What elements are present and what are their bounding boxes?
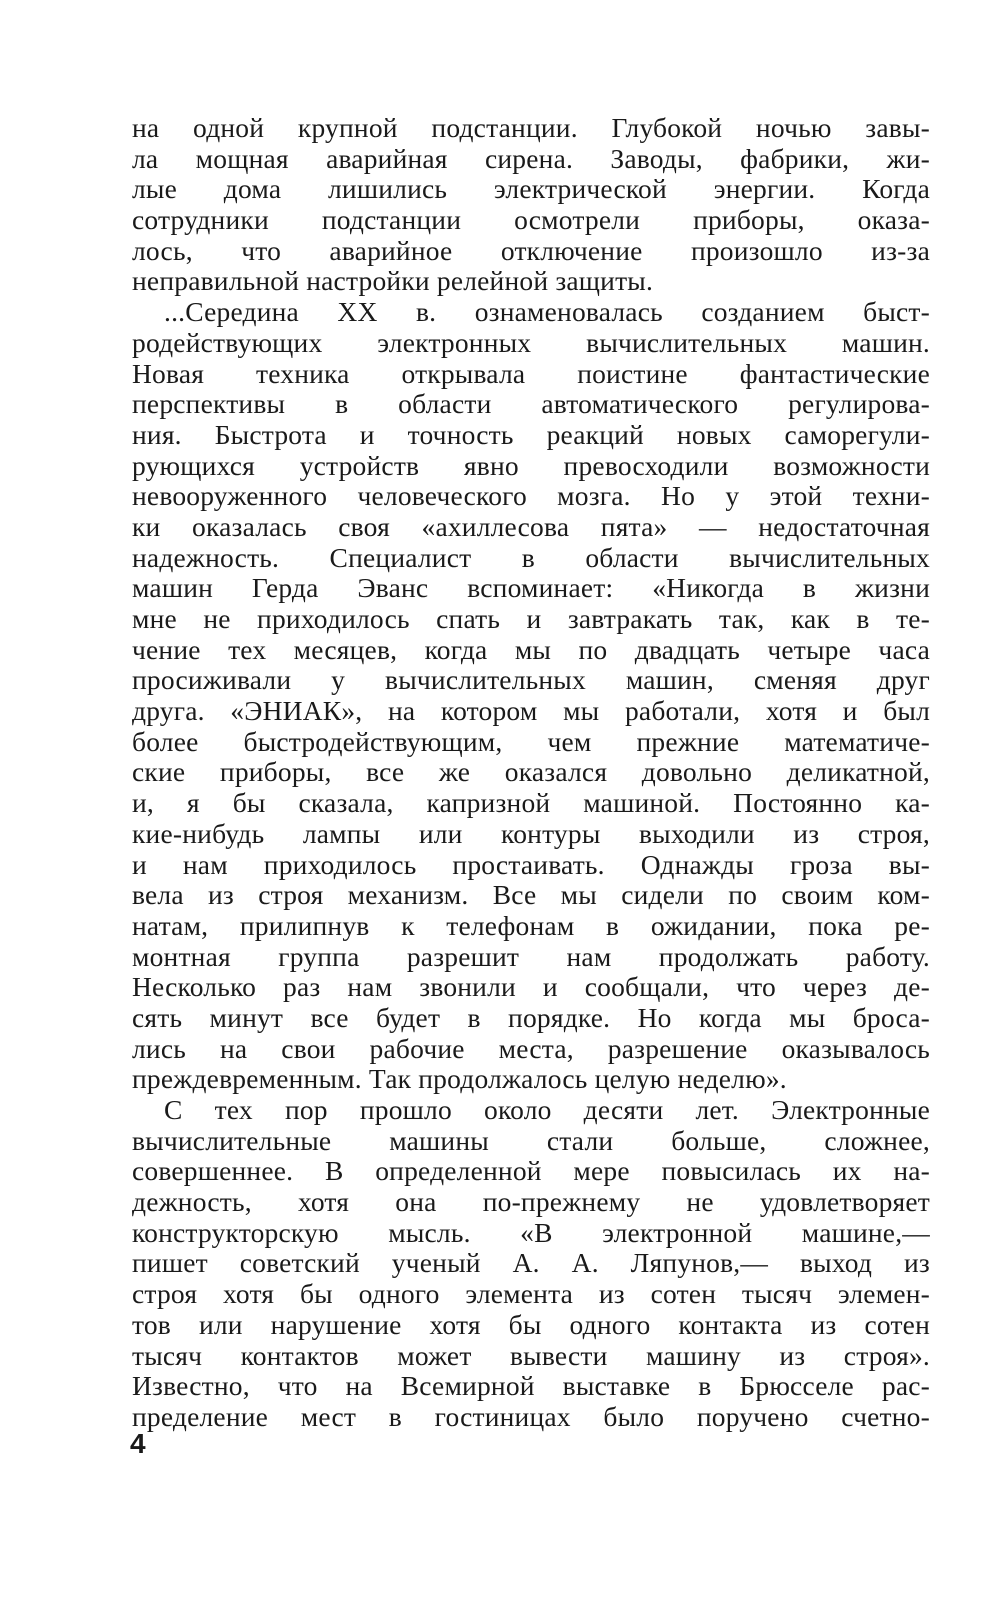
text-line: вела из строя механизм. Все мы сидели по своим ком-: [132, 879, 930, 911]
text-line: совершеннее. В определенной мере повысилась их на-: [132, 1155, 930, 1187]
text-line: сотрудники подстанции осмотрели приборы, оказа-: [132, 204, 930, 236]
text-line: преждевременным. Так продолжалось целую неделю».: [132, 1063, 787, 1095]
text-line: Несколько раз нам звонили и сообщали, что через де-: [132, 971, 930, 1003]
text-line: вычислительные машины стали больше, сложнее,: [132, 1124, 930, 1156]
text-line: рующихся устройств явно превосходили возможности: [132, 449, 930, 481]
text-line: Известно, что на Всемирной выставке в Брюсселе рас-: [132, 1370, 930, 1402]
text-line: пределение мест в гостиницах было поручено счетно-: [132, 1400, 930, 1432]
text-line: и, я бы сказала, капризной машиной. Постоянно ка-: [132, 787, 930, 819]
text-line: машин Герда Эванс вспоминает: «Никогда в жизни: [132, 572, 930, 604]
text-line: чение тех месяцев, когда мы по двадцать четыре часа: [132, 633, 930, 665]
text-line: натам, прилипнув к телефонам в ожидании, пока ре-: [132, 909, 930, 941]
text-line: надежность. Специалист в области вычислительных: [132, 541, 930, 573]
text-line: ки оказалась своя «ахиллесова пята» — недостаточная: [132, 510, 930, 542]
text-line: ские приборы, все же оказался довольно деликатной,: [132, 756, 930, 788]
text-line: и нам приходилось простаивать. Однажды гроза вы-: [132, 848, 930, 880]
text-line: мне не приходилось спать и завтракать так, как в те-: [132, 603, 930, 634]
text-line: лые дома лишились электрической энергии. Когда: [132, 173, 930, 205]
text-line: лись на свои рабочие места, разрешение оказывалось: [132, 1032, 930, 1064]
text-line: ла мощная аварийная сирена. Заводы, фабрики, жи-: [132, 142, 930, 174]
text-line: просиживали у вычислительных машин, сменяя друг: [132, 664, 930, 696]
text-line: ния. Быстрота и точность реакций новых саморегули-: [132, 418, 930, 450]
text-line: невооруженного человеческого мозга. Но у этой техни-: [132, 480, 930, 512]
text-line: сять минут все будет в порядке. Но когда мы броса-: [132, 1001, 930, 1033]
text-line: друга. «ЭНИАК», на котором мы работали, хотя и был: [132, 695, 930, 727]
text-line: перспективы в области автоматического регулирова-: [132, 388, 930, 420]
text-line: Новая техника открывала поистине фантастические: [132, 357, 930, 389]
text-line: строя хотя бы одного элемента из сотен тысяч элемен-: [132, 1278, 930, 1310]
text-line: родействующих электронных вычислительных машин.: [132, 326, 930, 358]
text-line: монтная группа разрешит нам продолжать работу.: [132, 940, 930, 972]
text-line: тысяч контактов может вывести машину из строя».: [132, 1339, 930, 1371]
text-line: неправильной настройки релейной защиты.: [132, 265, 654, 297]
text-line: ...Середина XX в. ознаменовалась созданием быст-: [164, 296, 930, 328]
body-text: [132, 113, 930, 1433]
text-line: дежность, хотя она по-прежнему не удовлетворяет: [132, 1186, 930, 1218]
page-number: 4: [130, 1428, 146, 1459]
text-line: кие-нибудь лампы или контуры выходили из строя,: [132, 817, 930, 849]
text-line: конструкторскую мысль. «В электронной машине,—: [132, 1216, 930, 1248]
text-line: тов или нарушение хотя бы одного контакта из сотен: [132, 1308, 930, 1340]
text-line: С тех пор прошло около десяти лет. Электронные: [164, 1094, 930, 1125]
text-line: пишет советский ученый А. А. Ляпунов,— выход из: [132, 1247, 930, 1279]
text-line: более быстродействующим, чем прежние математиче-: [132, 725, 930, 757]
text-line: лось, что аварийное отключение произошло из-за: [132, 234, 930, 266]
text-line: на одной крупной подстанции. Глубокой ночью завы-: [132, 112, 930, 143]
